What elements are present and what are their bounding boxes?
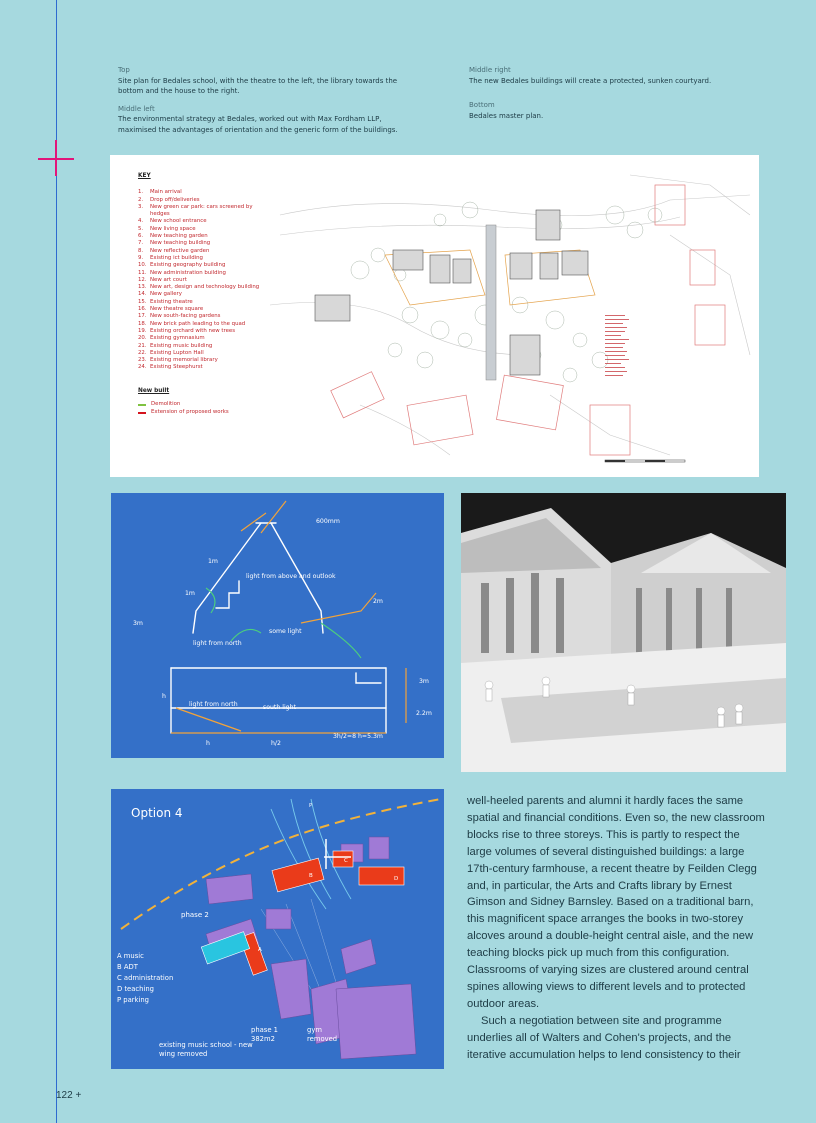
key-item-number: 4. — [138, 218, 144, 225]
key-item-text: Existing gymnasium — [150, 335, 205, 342]
key-item-number: 18. — [138, 320, 147, 327]
key-item-number: 10. — [138, 262, 147, 269]
key-item-text: Main arrival — [150, 189, 182, 196]
option-letter-d: D — [394, 876, 399, 882]
option-legend-d: D teaching — [117, 985, 154, 993]
key-item-text: Existing orchard with new trees — [150, 327, 236, 334]
caption-label: Middle right — [469, 66, 511, 74]
key-item-number: 1. — [138, 189, 144, 196]
body-paragraph-2: Such a negotiation between site and programme underlies all of Walters and Cohen's projects, and the iterative accumulation helps to lend consistency to their — [467, 1014, 741, 1061]
key-item-number: 7. — [138, 240, 144, 247]
key-item-text: New teaching building — [150, 240, 211, 247]
new-buildings — [315, 210, 588, 375]
sketch-drawing — [111, 493, 444, 758]
key-item-text: Existing Steephurst — [150, 364, 203, 371]
new-built-title: New built — [138, 387, 170, 394]
sketch-light-from-north: light from north — [189, 701, 238, 708]
key-item-text: New teaching garden — [150, 233, 208, 240]
key-item-number: 17. — [138, 313, 147, 320]
key-item-number: 9. — [138, 254, 144, 261]
sketch-light-above: light from above and outlook — [246, 573, 336, 580]
key-item-number: 2. — [138, 196, 144, 203]
key-item-number: 12. — [138, 276, 147, 283]
existing-buildings — [331, 185, 725, 455]
key-item-number: 11. — [138, 269, 147, 276]
option-gym-removed: gym removed — [307, 1026, 338, 1043]
legend-label: Demolition — [151, 401, 181, 408]
key-item-number: 15. — [138, 298, 147, 305]
sketch-dim-top: 600mm — [316, 518, 340, 525]
caption-label: Bottom — [469, 101, 495, 109]
key-item-number: 6. — [138, 233, 144, 240]
option-existing-music: existing music school - new wing removed — [159, 1041, 253, 1058]
key-item-text: Existing memorial library — [150, 357, 218, 364]
option-legend — [117, 952, 173, 1004]
captions-left — [118, 65, 408, 142]
key-item-number: 5. — [138, 225, 144, 232]
option-letter-b: B — [309, 873, 313, 879]
master-plan-drawing — [111, 789, 444, 1069]
key-item-text: New brick path leading to the quad — [150, 320, 246, 327]
sketch-formula: 3h/2=8 h=5.3m — [333, 733, 383, 740]
option-phase2: phase 2 — [181, 911, 209, 919]
key-item-text: New school entrance — [150, 218, 207, 225]
caption-text: The environmental strategy at Bedales, worked out with Max Fordham LLP, maximised the advantages of orientation and the generic form of the buildings. — [118, 115, 398, 134]
sketch-some-light: some light — [269, 628, 302, 635]
caption-text: The new Bedales buildings will create a protected, sunken courtyard. — [469, 76, 712, 85]
sketch-label-h: h — [162, 693, 166, 700]
option-letter-c: C — [344, 858, 348, 864]
sketch-label-2m: 2m — [373, 598, 383, 605]
key-item-number: 16. — [138, 306, 147, 313]
option-legend-c: C administration — [117, 974, 174, 982]
option-letter-p: P — [309, 803, 313, 809]
option-legend-p: P parking — [117, 996, 149, 1004]
model-image — [461, 493, 786, 772]
sketch-label-3m-left: 3m — [133, 620, 143, 627]
legend-label: Extension of proposed works — [151, 409, 229, 416]
caption-text: Bedales master plan. — [469, 111, 544, 120]
key-item-text: New administration building — [150, 269, 226, 276]
key-item-text: New theatre square — [150, 306, 204, 313]
sunken-courtyard-model-photo — [461, 493, 786, 772]
option-phase1: phase 1 382m2 — [251, 1026, 278, 1043]
key-item-text: New living space — [150, 225, 196, 232]
scale-bar — [605, 460, 685, 462]
key-item-number: 23. — [138, 357, 147, 364]
key-item-text: Existing ict building — [150, 254, 203, 261]
sketch-light-north: light from north — [193, 640, 242, 647]
key-item-text: New green car park: cars screened by hedges — [150, 203, 253, 218]
sketch-label-h-bottom: h — [206, 740, 210, 747]
key-title: KEY — [138, 173, 151, 179]
key-item-number: 21. — [138, 342, 147, 349]
sketch-label-1m-b: 1m — [185, 590, 195, 597]
key-item-text: New art court — [150, 276, 187, 283]
caption-label: Top — [118, 66, 130, 74]
sketch-label-3m-right: 3m — [419, 678, 429, 685]
option-legend-a: A music — [117, 952, 144, 960]
master-plan-option-figure — [111, 789, 444, 1069]
sketch-label-22m: 2.2m — [416, 710, 432, 717]
key-item-number: 19. — [138, 327, 147, 334]
key-item-number: 3. — [138, 203, 144, 210]
key-item-number: 22. — [138, 349, 147, 356]
site-plan-figure — [110, 155, 759, 477]
key-item-number: 14. — [138, 291, 147, 298]
key-item-number: 8. — [138, 247, 144, 254]
key-item-number: 13. — [138, 284, 147, 291]
option-title: Option 4 — [131, 806, 183, 820]
environmental-strategy-sketch — [111, 493, 444, 758]
sketch-label-h2: h/2 — [271, 740, 281, 747]
key-item-number: 20. — [138, 335, 147, 342]
sketch-south-light: south light — [263, 704, 296, 711]
sketch-label-1m-a: 1m — [208, 558, 218, 565]
captions-right — [469, 65, 759, 128]
key-item-text: Existing geography building — [150, 262, 226, 269]
key-item-text: Drop off/deliveries — [150, 196, 200, 203]
key-item-text: New south-facing gardens — [150, 313, 221, 320]
key-item-text: Existing music building — [150, 342, 213, 349]
key-item-text: Existing Lupton Hall — [150, 349, 204, 356]
body-paragraph-1: well-heeled parents and alumni it hardly faces the same spatial and financial conditions. Even so, the new classroom blocks rise to three storeys. This is partly to respect the large volumes of several distinguished buildings: a large 17th-century farmhouse, a recent theatre by Feilden Clegg and, in particular, the Arts and Crafts library by Ernest Gimson and Sidney Barnsley. Based on a traditional barn, this magnificent space arranges the books in two-storey alcoves around a double-height central aisle, and the new teaching blocks pick up much from this configuration. Classrooms of varying sizes are clustered around central spines allowing views to different levels and to protected outdoor areas. — [467, 795, 765, 1010]
option-legend-b: B ADT — [117, 963, 138, 971]
caption-text: Site plan for Bedales school, with the theatre to the left, the library towards the bottom and the house to the right. — [118, 76, 398, 95]
option-letter-a: A — [258, 947, 262, 953]
key-item-text: Existing theatre — [150, 298, 193, 305]
site-plan-drawing — [110, 155, 759, 477]
article-body — [467, 793, 767, 1064]
plan-key-micro — [605, 315, 629, 376]
central-spine-path — [486, 225, 496, 380]
key-item-text: New reflective garden — [150, 247, 210, 254]
page-number: 122 + — [56, 1090, 82, 1101]
caption-label: Middle left — [118, 104, 155, 113]
key-item-text: New gallery — [150, 291, 182, 298]
registration-mark-vertical — [55, 140, 57, 176]
key-item-text: New art, design and technology building — [150, 284, 260, 291]
key-item-number: 24. — [138, 364, 147, 371]
